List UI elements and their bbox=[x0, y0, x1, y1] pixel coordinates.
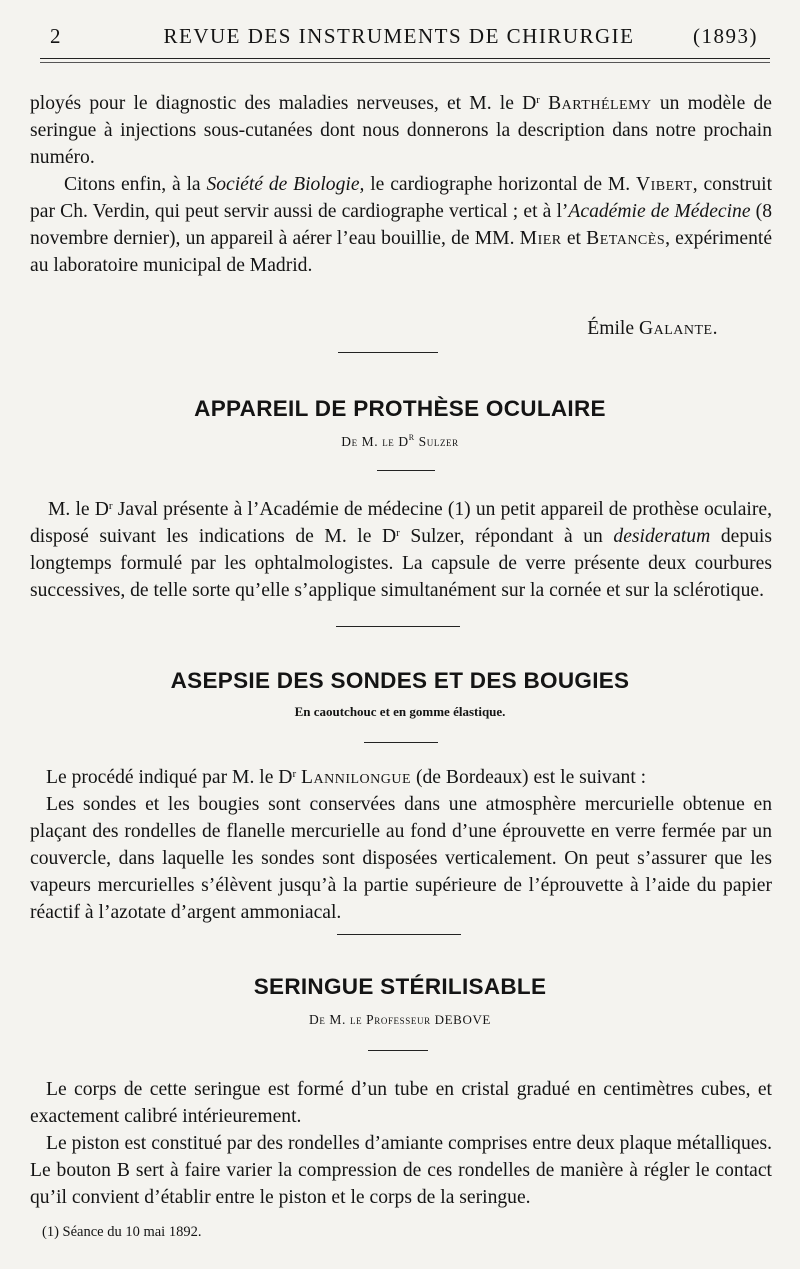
section1-paragraph: M. le $D^r$ Javal présente à l’Académie de médecine (1) un petit appareil de prothèse oculaire, disposé suivant les indications de M. le $D^r$ Sulzer, répondant à un desideratum depuis longtemps formulé par les ophtalmologistes. La capsule de verre présente deux courbures successives, de telle sorte qu’elle s’applique simultanément sur la cornée et sur la sclérotique. bbox=[30, 499, 772, 601]
header-rule-secondary bbox=[40, 62, 770, 63]
header-rule bbox=[40, 58, 770, 59]
intro-text bbox=[30, 90, 772, 279]
running-head bbox=[40, 24, 758, 54]
footnote: (1) Séance du 10 mai 1892. bbox=[42, 1224, 202, 1240]
year: (1893) bbox=[693, 24, 758, 48]
section2-text bbox=[30, 764, 772, 926]
section2-paragraph-1: Le procédé indiqué par M. le $D^r$ Lannilongue (de Bordeaux) est le suivant : bbox=[46, 767, 647, 788]
section-divider bbox=[337, 934, 461, 935]
section-subtitle: En caoutchouc et en gomme élastique. bbox=[294, 704, 506, 719]
byline-rule bbox=[368, 1050, 428, 1051]
section-title: APPAREIL DE PROTHÈSE OCULAIRE bbox=[194, 396, 606, 421]
section3-text bbox=[30, 1076, 772, 1211]
page-number: 2 bbox=[50, 24, 62, 48]
intro-paragraph-1: ployés pour le diagnostic des maladies nerveuses, et M. le $D^r$ Barthélemy un modèle de seringue à injections sous-cutanées dont nous donnerons la description dans notre prochain numéro. bbox=[30, 93, 772, 168]
section2-paragraph-2: Les sondes et les bougies sont conservées dans une atmosphère mercurielle obtenue en plaçant des rondelles de flanelle mercurielle au fond d’une éprouvette en verre fermée par un couvercle, dans laquelle les sondes sont disposées verticalement. On peut s’assurer que les vapeurs mercurielles s’élèvent jusqu’à la partie supérieure de l’éprouvette à l’aide du papier réactif à l’azotate d’argent ammoniacal. bbox=[30, 794, 772, 923]
section3-paragraph-1: Le corps de cette seringue est formé d’un tube en cristal gradué en centimètres cubes, et exactement calibré intérieurement. bbox=[30, 1079, 772, 1127]
byline-rule bbox=[377, 470, 435, 471]
subtitle-rule bbox=[364, 742, 438, 743]
section3-paragraph-2: Le piston est constitué par des rondelles d’amiante comprises entre deux plaque métalliques. Le bouton B sert à faire varier la compression de ces rondelles de manière à régler le contact qu’il convient d’établir entre le piston et le corps de la seringue. bbox=[30, 1133, 772, 1208]
signature: Émile Galante. bbox=[587, 318, 718, 339]
author-name: Barthélemy bbox=[548, 93, 652, 114]
section-divider bbox=[338, 352, 438, 353]
section-divider bbox=[336, 626, 460, 627]
intro-paragraph-2: Citons enfin, à la Société de Biologie, le cardiographe horizontal de M. Vibert, construit par Ch. Verdin, qui peut servir aussi de cardiographe vertical ; et à l’Académie de Médecine (8 novembre dernier), un appareil à aérer l’eau bouillie, de MM. Mier et Betancès, expérimenté au laboratoire municipal de Madrid. bbox=[30, 174, 773, 276]
journal-title: REVUE DES INSTRUMENTS DE CHIRURGIE bbox=[163, 24, 635, 48]
section1-text bbox=[30, 496, 772, 604]
section-byline: De M. le Professeur DEBOVE bbox=[309, 1012, 491, 1027]
section-title: ASEPSIE DES SONDES ET DES BOUGIES bbox=[170, 668, 630, 693]
section-byline: De M. le $D^r$ Sulzer bbox=[341, 431, 459, 449]
section-title: SERINGUE STÉRILISABLE bbox=[253, 974, 547, 999]
